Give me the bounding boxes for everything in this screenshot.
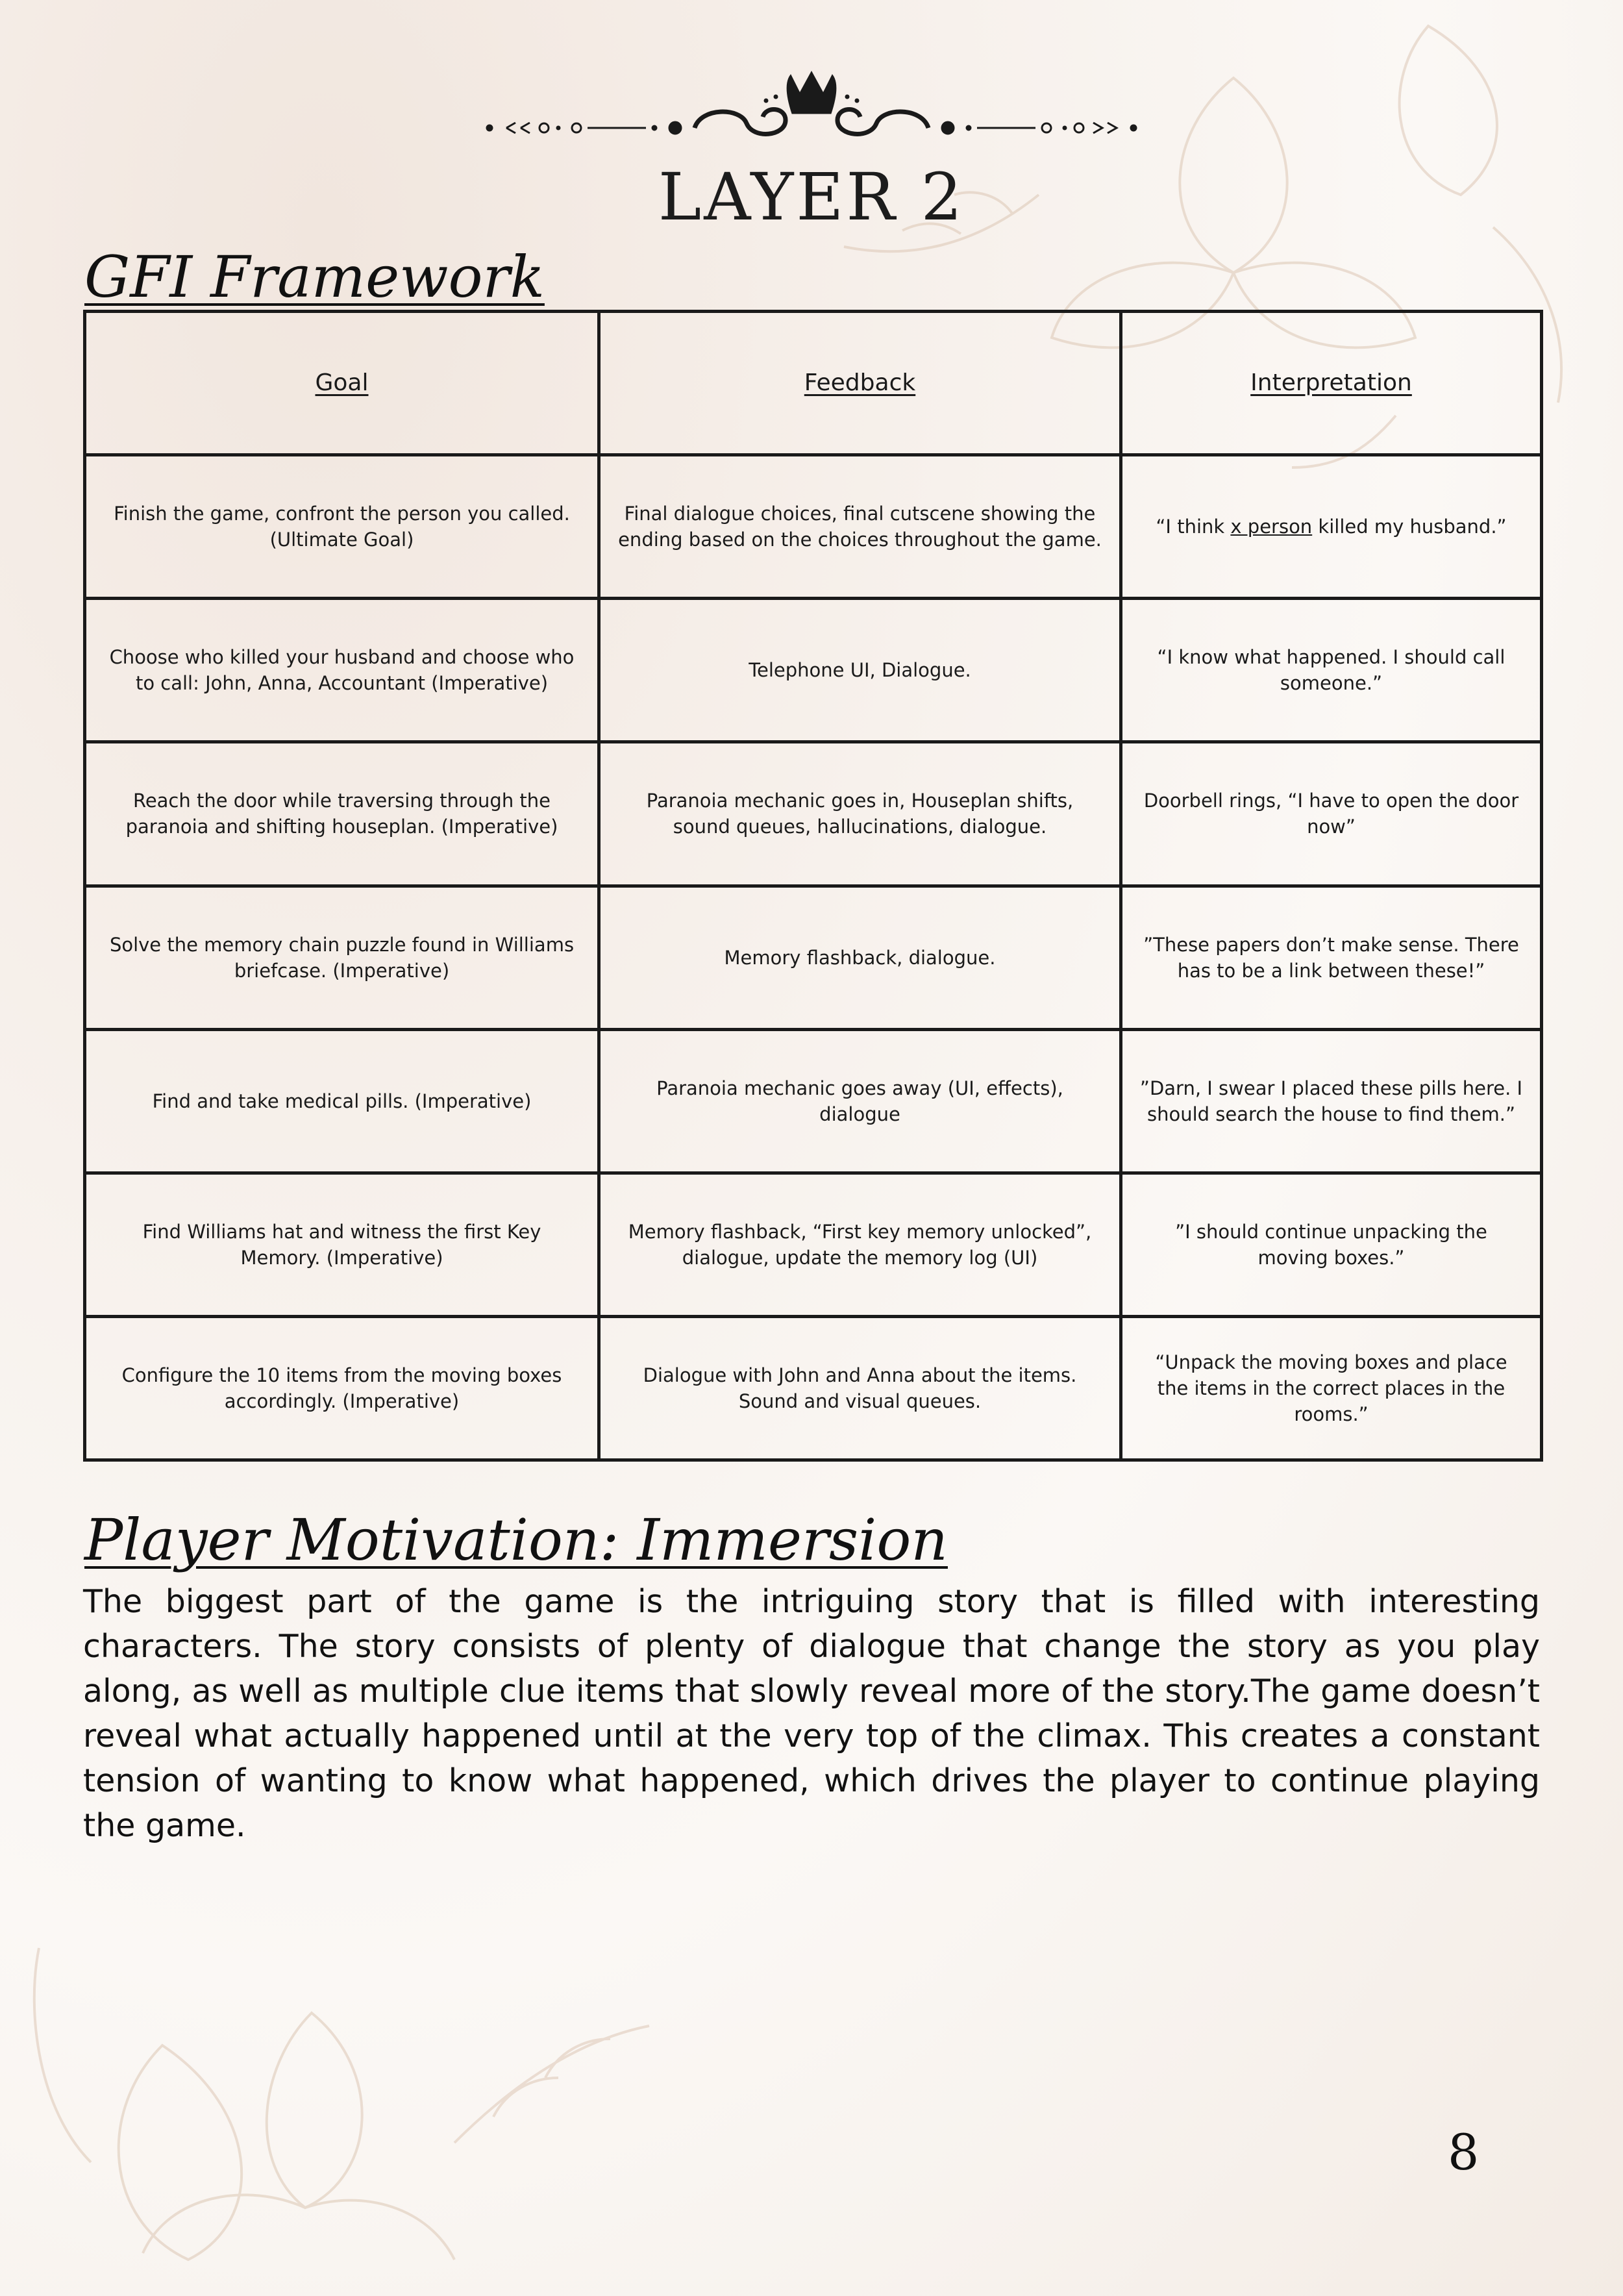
goal-cell: Configure the 10 items from the moving boxes accordingly. (Imperative): [85, 1316, 599, 1460]
gfi-heading: GFI Framework: [84, 243, 545, 310]
goal-cell: Find and take medical pills. (Imperative): [85, 1029, 599, 1173]
interpretation-text-start: “I think: [1156, 516, 1231, 538]
interpretation-text-end: killed my husband.”: [1312, 516, 1507, 538]
feedback-cell: Telephone UI, Dialogue.: [599, 599, 1121, 742]
header-goal: Goal: [85, 312, 599, 455]
page-number: 8: [1448, 2123, 1480, 2181]
goal-cell: Choose who killed your husband and choose who to call: John, Anna, Accountant (Imperative): [85, 599, 599, 742]
table-row: [85, 455, 1542, 599]
interpretation-cell: ”These papers don’t make sense. There has to be a link between these!”: [1121, 886, 1542, 1029]
table-row: [85, 599, 1542, 742]
feedback-cell: Memory flashback, “First key memory unlocked”, dialogue, update the memory log (UI): [599, 1173, 1121, 1316]
table-row: [85, 1029, 1542, 1173]
feedback-cell: Memory flashback, dialogue.: [599, 886, 1121, 1029]
goal-cell: Solve the memory chain puzzle found in Williams briefcase. (Imperative): [85, 886, 599, 1029]
goal-cell: Find Williams hat and witness the first Key Memory. (Imperative): [85, 1173, 599, 1316]
table-row: [85, 886, 1542, 1029]
gfi-table: [83, 310, 1543, 1462]
interpretation-cell: Doorbell rings, “I have to open the door now”: [1121, 742, 1542, 886]
title-ornament: [480, 68, 1143, 153]
table-header-row: [85, 312, 1542, 455]
goal-cell: Reach the door while traversing through the paranoia and shifting houseplan. (Imperative): [85, 742, 599, 886]
page-title: LAYER 2: [658, 159, 965, 235]
table-row: [85, 1316, 1542, 1460]
table-row: [85, 742, 1542, 886]
interpretation-cell: “Unpack the moving boxes and place the items in the correct places in the rooms.”: [1121, 1316, 1542, 1460]
goal-cell: Finish the game, confront the person you called. (Ultimate Goal): [85, 455, 599, 599]
interpretation-cell: [1121, 455, 1542, 599]
feedback-cell: Paranoia mechanic goes in, Houseplan shifts, sound queues, hallucinations, dialogue.: [599, 742, 1121, 886]
motivation-paragraph: The biggest part of the game is the intriguing story that is filled with interesting characters. The story consists of plenty of dialogue that change the story as you play along, as well as multiple clue items that slowly reveal more of the story.The game doesn’t reveal what actually happened until at the very top of the climax. This creates a constant tension of wanting to know what happened, which drives the player to continue playing the game.: [83, 1583, 1540, 1844]
interpretation-cell: ”Darn, I swear I placed these pills here. I should search the house to find them.”: [1121, 1029, 1542, 1173]
feedback-cell: Paranoia mechanic goes away (UI, effects), dialogue: [599, 1029, 1121, 1173]
interpretation-underlined: x person: [1230, 516, 1313, 538]
interpretation-cell: ”I should continue unpacking the moving boxes.”: [1121, 1173, 1542, 1316]
header-interpretation: Interpretation: [1121, 312, 1542, 455]
header-feedback: Feedback: [599, 312, 1121, 455]
interpretation-cell: “I know what happened. I should call someone.”: [1121, 599, 1542, 742]
table-row: [85, 1173, 1542, 1316]
feedback-cell: Final dialogue choices, final cutscene showing the ending based on the choices throughout the game.: [599, 455, 1121, 599]
feedback-cell: Dialogue with John and Anna about the items. Sound and visual queues.: [599, 1316, 1121, 1460]
motivation-heading: Player Motivation: Immersion: [84, 1506, 948, 1573]
